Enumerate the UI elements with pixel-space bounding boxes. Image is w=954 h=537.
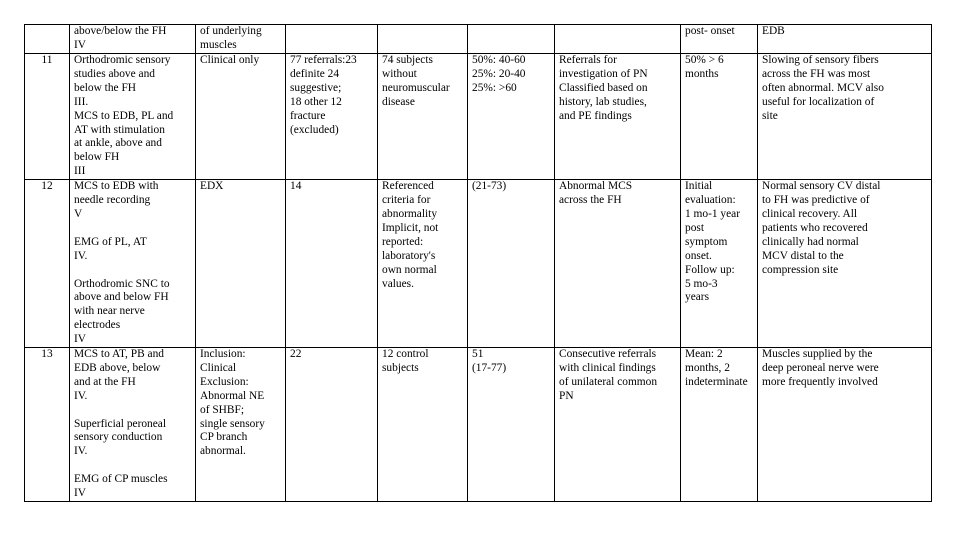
- subjects-cell: [286, 25, 378, 54]
- subjects-cell: 14: [286, 180, 378, 348]
- study-number-cell: 11: [25, 54, 70, 180]
- population-cell: Abnormal MCS across the FH: [555, 180, 681, 348]
- timing-cell: Mean: 2 months, 2 indeterminate: [681, 348, 758, 502]
- subjects-cell: 22: [286, 348, 378, 502]
- subjects-cell: 77 referrals:23 definite 24 suggestive; 18 other 12 fracture (excluded): [286, 54, 378, 180]
- study-number-cell: [25, 25, 70, 54]
- timing-cell: 50% > 6 months: [681, 54, 758, 180]
- criteria-cell: Inclusion: Clinical Exclusion: Abnormal NE of SHBF; single sensory CP branch abnormal.: [196, 348, 286, 502]
- test-description-cell: MCS to EDB with needle recording V EMG of PL, AT IV. Orthodromic SNC to above and below FH with near nerve electrodes IV: [70, 180, 196, 348]
- timing-cell: post- onset: [681, 25, 758, 54]
- criteria-cell: Clinical only: [196, 54, 286, 180]
- population-cell: [555, 25, 681, 54]
- study-number-cell: 13: [25, 348, 70, 502]
- age-cell: 51 (17-77): [468, 348, 555, 502]
- study-number-cell: 12: [25, 180, 70, 348]
- table-row: [25, 54, 932, 180]
- test-description-cell: above/below the FH IV: [70, 25, 196, 54]
- findings-cell: Muscles supplied by the deep peroneal nerve were more frequently involved: [758, 348, 932, 502]
- test-description-cell: MCS to AT, PB and EDB above, below and at the FH IV. Superficial peroneal sensory conduction IV. EMG of CP muscles IV: [70, 348, 196, 502]
- timing-cell: Initial evaluation: 1 mo-1 year post symptom onset. Follow up: 5 mo-3 years: [681, 180, 758, 348]
- test-description-cell: Orthodromic sensory studies above and below the FH III. MCS to EDB, PL and AT with stimulation at ankle, above and below FH III: [70, 54, 196, 180]
- population-cell: Consecutive referrals with clinical findings of unilateral common PN: [555, 348, 681, 502]
- controls-cell: 74 subjects without neuromuscular disease: [378, 54, 468, 180]
- table-row: [25, 348, 932, 502]
- criteria-cell: of underlying muscles: [196, 25, 286, 54]
- evidence-table: [24, 24, 932, 502]
- controls-cell: [378, 25, 468, 54]
- age-cell: (21-73): [468, 180, 555, 348]
- population-cell: Referrals for investigation of PN Classified based on history, lab studies, and PE findings: [555, 54, 681, 180]
- findings-cell: EDB: [758, 25, 932, 54]
- findings-cell: Slowing of sensory fibers across the FH was most often abnormal. MCV also useful for localization of site: [758, 54, 932, 180]
- controls-cell: Referenced criteria for abnormality Implicit, not reported: laboratory's own normal values.: [378, 180, 468, 348]
- controls-cell: 12 control subjects: [378, 348, 468, 502]
- age-cell: [468, 25, 555, 54]
- age-cell: 50%: 40-60 25%: 20-40 25%: >60: [468, 54, 555, 180]
- criteria-cell: EDX: [196, 180, 286, 348]
- table-row: [25, 25, 932, 54]
- table-row: [25, 180, 932, 348]
- findings-cell: Normal sensory CV distal to FH was predictive of clinical recovery. All patients who recovered clinically had normal MCV distal to the compression site: [758, 180, 932, 348]
